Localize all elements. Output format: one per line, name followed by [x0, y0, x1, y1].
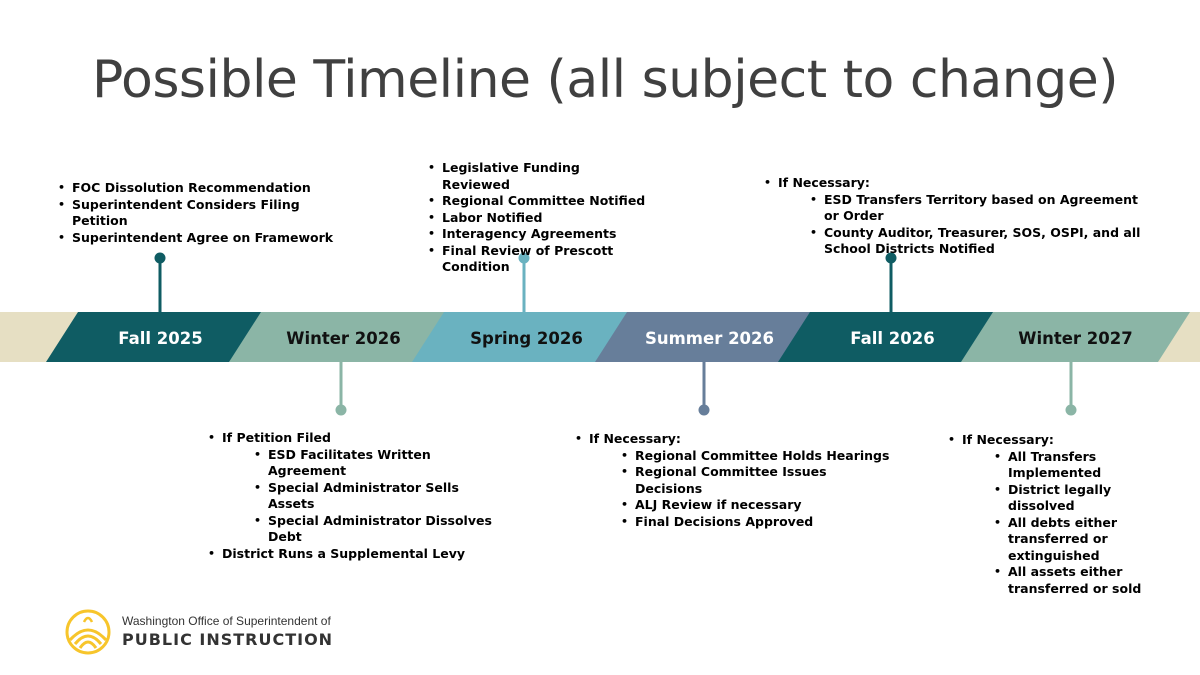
timeline-marker-dot — [1066, 405, 1077, 416]
note-winter-2026 — [206, 430, 506, 562]
list-item: • Regional Committee Holds Hearings — [619, 448, 893, 465]
ospi-logo — [64, 608, 354, 658]
timeline-marker-dot — [336, 405, 347, 416]
timeline-segment-label: Winter 2026 — [286, 329, 401, 348]
list-item: • Superintendent Agree on Framework — [56, 230, 356, 247]
list-item: • ESD Transfers Territory based on Agreement or Order — [808, 192, 1152, 225]
list-item: • County Auditor, Treasurer, SOS, OSPI, and all School Districts Notified — [808, 225, 1152, 258]
list-item: • Regional Committee Notified — [426, 193, 646, 210]
note-summer-2026 — [573, 431, 893, 530]
list-item: • Superintendent Considers Filing Petition — [56, 197, 356, 230]
list-item-label: If Necessary: — [589, 431, 681, 446]
list-item — [946, 432, 1176, 597]
timeline-segment-label: Summer 2026 — [644, 329, 775, 348]
note-spring-2026 — [426, 160, 646, 276]
list-item: • Special Administrator Sells Assets — [252, 480, 506, 513]
list-item: • Final Decisions Approved — [619, 514, 893, 531]
timeline-marker-dot — [155, 253, 166, 264]
note-winter-2027 — [946, 432, 1176, 597]
timeline-segment-label: Winter 2027 — [1018, 329, 1133, 348]
logo-line-2: PUBLIC INSTRUCTION — [122, 630, 334, 649]
list-item: • Interagency Agreements — [426, 226, 646, 243]
list-item-label: If Necessary: — [778, 175, 870, 190]
list-item: • FOC Dissolution Recommendation — [56, 180, 356, 197]
list-item — [573, 431, 893, 530]
timeline-marker-dot — [699, 405, 710, 416]
list-item-label: If Petition Filed — [222, 430, 331, 445]
timeline-segment-label: Fall 2025 — [118, 329, 203, 348]
list-item — [762, 175, 1152, 258]
list-item: • ESD Facilitates Written Agreement — [252, 447, 506, 480]
list-item: • All debts either transferred or extinguished — [992, 515, 1176, 565]
logo-line-1: Washington Office of Superintendent of — [122, 614, 331, 628]
list-item: • ALJ Review if necessary — [619, 497, 893, 514]
list-item: • Labor Notified — [426, 210, 646, 227]
note-fall-2025 — [56, 180, 356, 246]
list-item — [206, 430, 506, 546]
timeline-segment-label: Spring 2026 — [470, 329, 583, 348]
list-item: • Final Review of Prescott Condition — [426, 243, 646, 276]
list-item: • District legally dissolved — [992, 482, 1176, 515]
list-item: • Legislative Funding Reviewed — [426, 160, 646, 193]
timeline-segment-label: Fall 2026 — [850, 329, 935, 348]
note-fall-2026 — [762, 175, 1152, 258]
list-item: • All assets either transferred or sold — [992, 564, 1176, 597]
list-item: • Special Administrator Dissolves Debt — [252, 513, 506, 546]
list-item: • District Runs a Supplemental Levy — [206, 546, 506, 563]
ospi-sun-logo-icon — [64, 608, 112, 656]
slide-title: Possible Timeline (all subject to change) — [92, 50, 1119, 110]
list-item: • Regional Committee Issues Decisions — [619, 464, 893, 497]
list-item: • All Transfers Implemented — [992, 449, 1176, 482]
list-item-label: If Necessary: — [962, 432, 1054, 447]
